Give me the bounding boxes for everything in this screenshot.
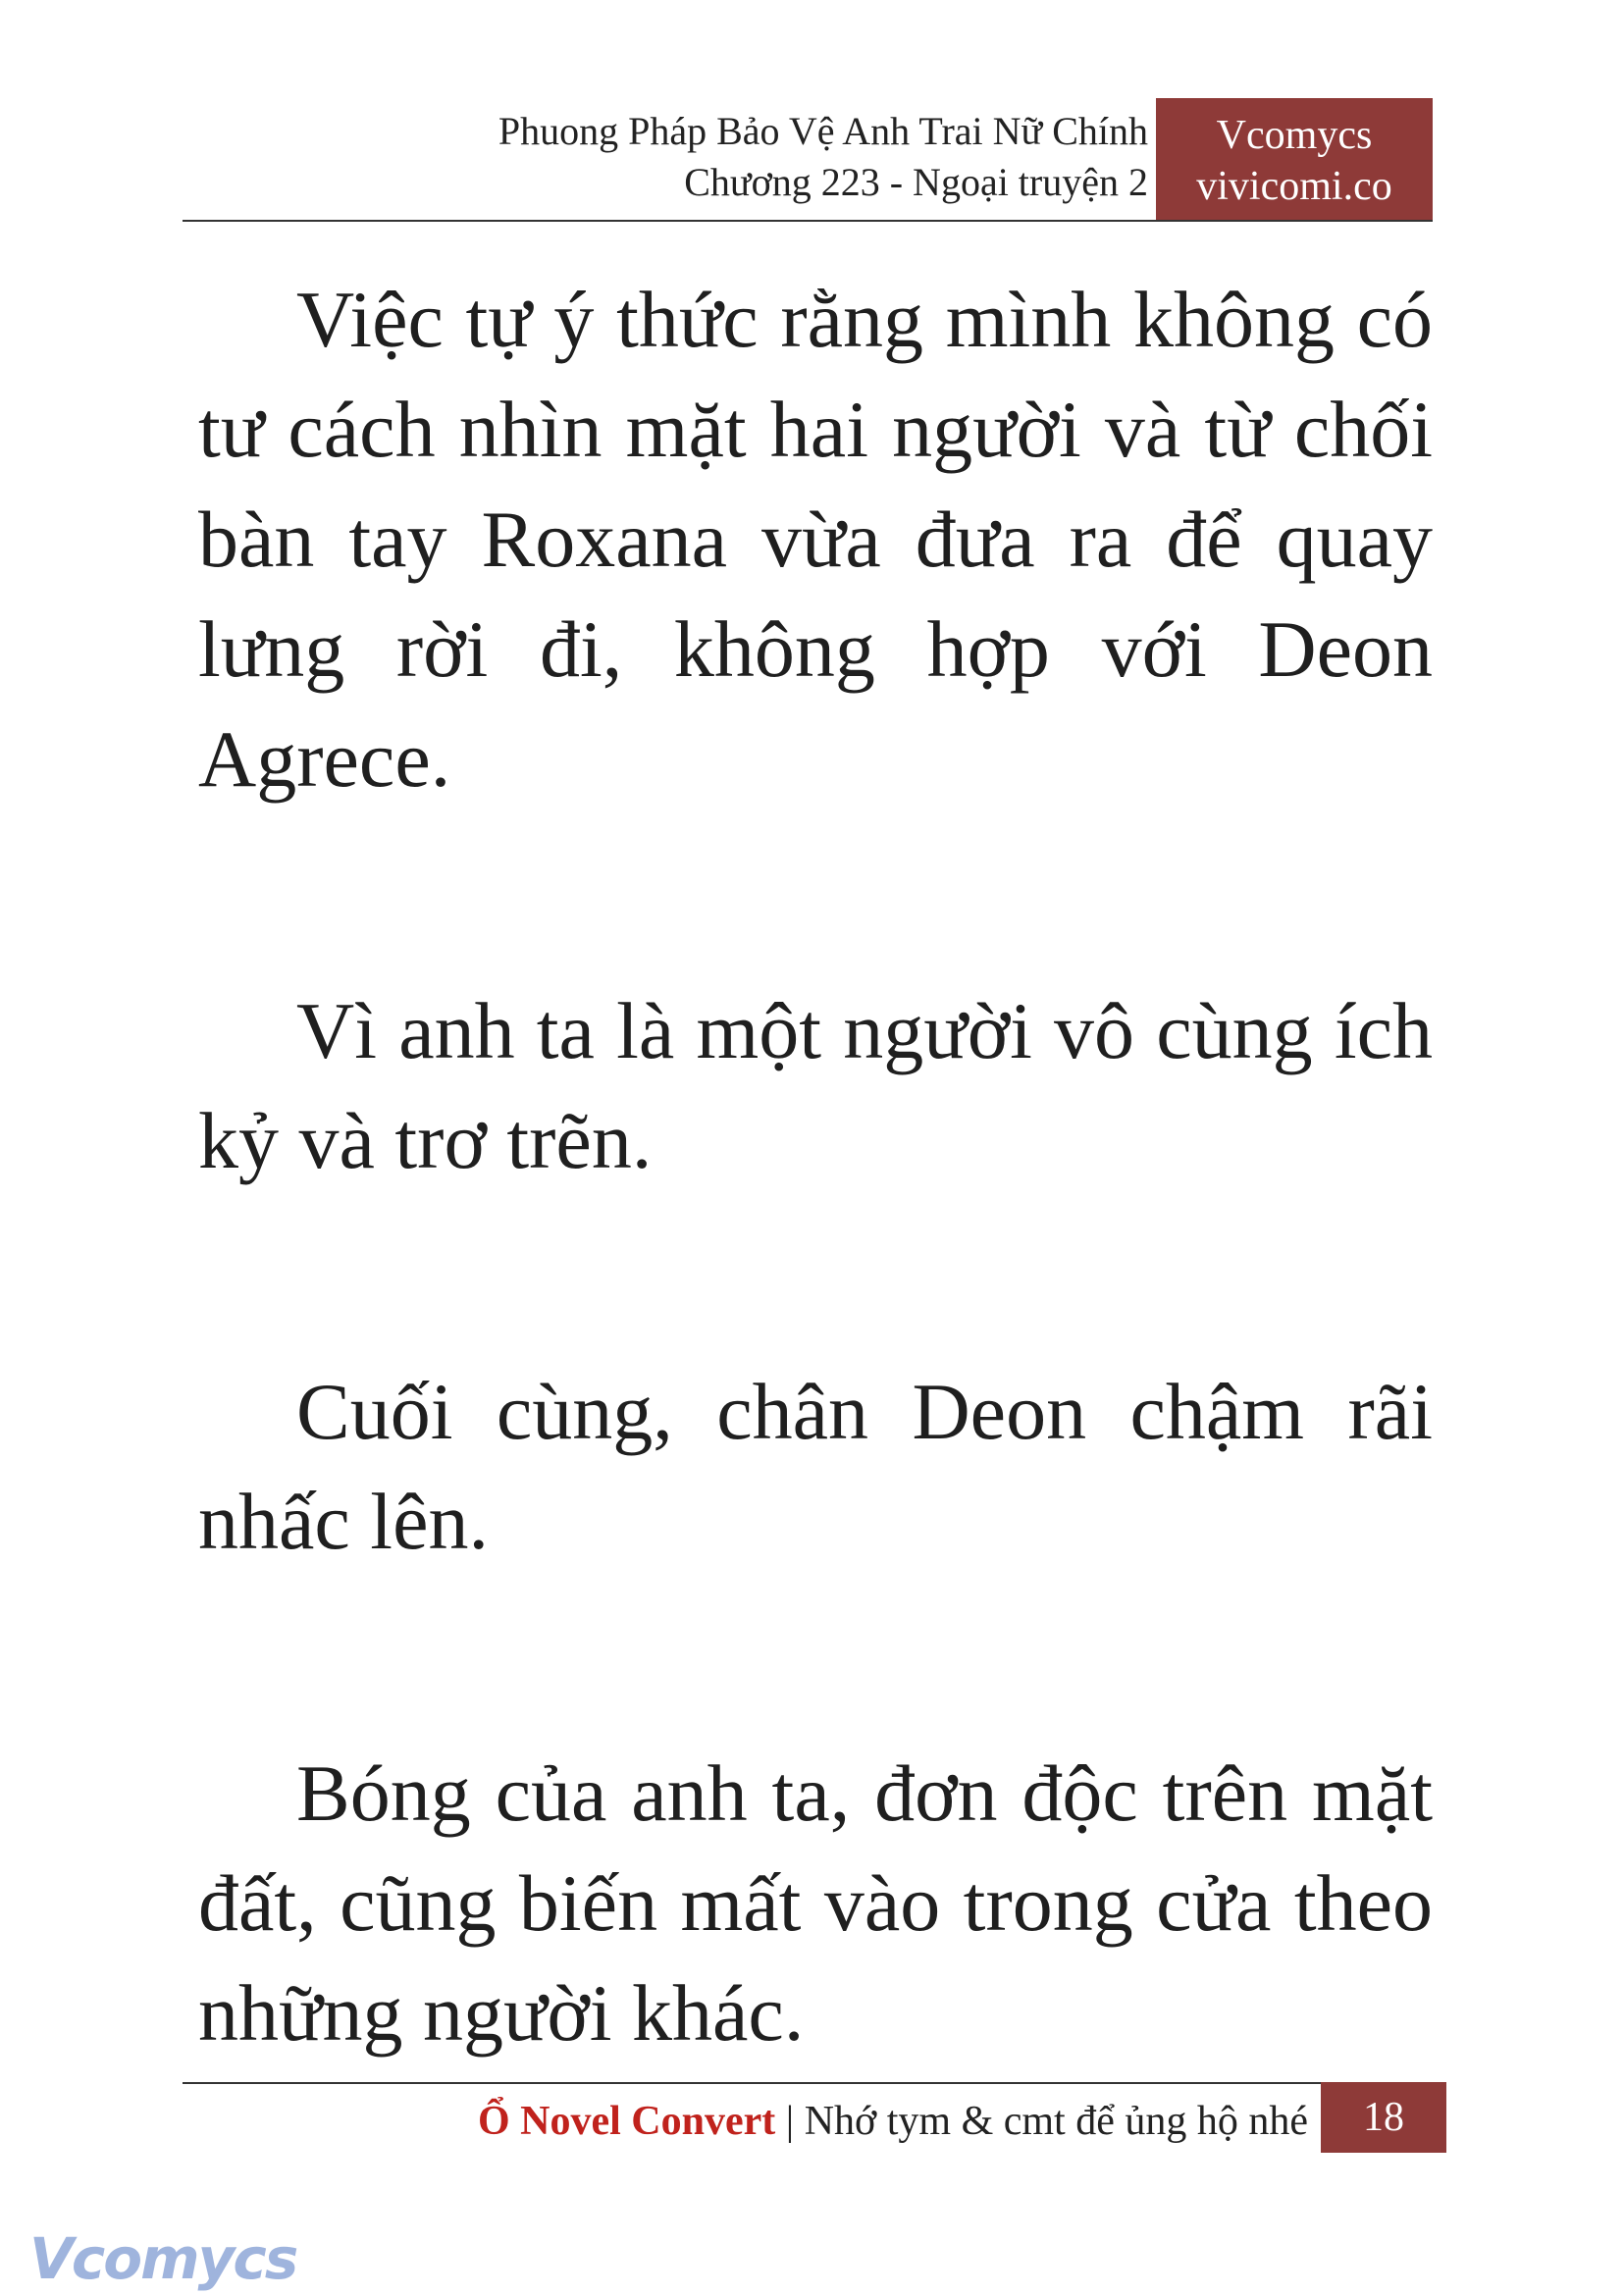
paragraph: Vì anh ta là một người vô cùng ích kỷ và trơ trẽn. — [198, 986, 1433, 1185]
badge-site-name: Vcomycs — [1216, 113, 1373, 158]
book-title: Phuong Pháp Bảo Vệ Anh Trai Nữ Chính — [498, 109, 1148, 153]
page-header — [498, 106, 1148, 208]
header-badge — [1156, 98, 1433, 220]
footer-brand: Ổ Novel Convert — [477, 2099, 776, 2144]
footer-divider — [183, 2082, 1321, 2084]
header-divider — [183, 220, 1433, 222]
footer-message: Nhớ tym & cmt để ủng hộ nhé — [804, 2099, 1308, 2144]
badge-site-url: vivicomi.co — [1196, 164, 1392, 209]
paragraph: Việc tự ý thức rằng mình không có tư cách nhìn mặt hai người và từ chối bàn tay Roxana vừa đưa ra để quay lưng rời đi, không hợp với Deon Agrece. — [198, 275, 1433, 804]
paragraph: Cuối cùng, chân Deon chậm rãi nhấc lên. — [198, 1367, 1433, 1566]
page-footer — [478, 2092, 1308, 2151]
footer-separator: | — [775, 2099, 805, 2144]
chapter-title: Chương 223 - Ngoại truyện 2 — [684, 160, 1148, 204]
watermark-logo: Vcomycs — [29, 2225, 297, 2292]
paragraph: Bóng của anh ta, đơn độc trên mặt đất, cũng biến mất vào trong cửa theo những người khác. — [198, 1748, 1433, 2058]
page-number: 18 — [1321, 2082, 1446, 2153]
